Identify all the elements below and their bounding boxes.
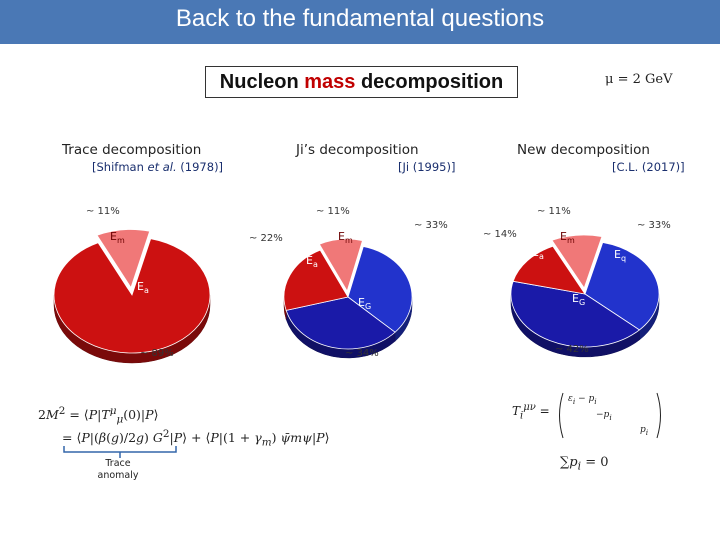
heading-ji: Ji’s decomposition (296, 142, 419, 158)
pie-percent-label: ~ 11% (537, 206, 571, 217)
pie-percent-label: ~ 89% (140, 348, 174, 359)
pie-slice-name-label: $E_q$ (614, 248, 627, 263)
matrix-entry-1: $\varepsilon_i - p_i$ (568, 394, 597, 406)
ref-new: [C.L. (2017)] (612, 160, 685, 174)
pie-percent-label: ~ 33% (414, 220, 448, 231)
equation-trace-2: = ⟨P|(β(g)/2g) $G^2|P⟩$ + ⟨P|(1 + $\gamma_m$) ψ̄mψ|P⟩ (62, 428, 330, 449)
heading-trace: Trace decomposition (62, 142, 202, 158)
equation-sum: $\sum p_i = 0$ (560, 455, 609, 473)
pie-percent-label: ~ 11% (86, 206, 120, 217)
ref-trace: [Shifman et al. (1978)] (92, 160, 224, 174)
pie-percent-label: ~ 33% (637, 220, 671, 231)
pie-slice-name-label: $E_G$ (358, 296, 372, 311)
matrix-entry-3: $p_i$ (640, 425, 649, 437)
equation-trace-1: $2M^2$ = $⟨P|T^\mu_\mu(0)|P⟩$ (38, 405, 159, 426)
heading-new: New decomposition (517, 142, 650, 158)
box-title-part1: Nucleon (219, 71, 305, 93)
pie-slice-name-label: $E_m$ (560, 230, 575, 245)
pie-percent-label: ~ 42% (555, 344, 589, 355)
pie-slice-name-label: $E_m$ (110, 230, 125, 245)
pie-slice-name-label: $E_G$ (572, 292, 586, 307)
pie-percent-label: ~ 11% (316, 206, 350, 217)
matrix-entry-2: $-p_i$ (596, 410, 612, 422)
slide-title: Back to the fundamental questions (175, 5, 545, 32)
pie-slice-name-label: $E_q$ (392, 250, 405, 265)
box-title-part3: decomposition (355, 71, 504, 93)
scale-note: μ = 2 GeV (605, 72, 673, 87)
pie-percent-label: ~ 22% (249, 233, 283, 244)
box-title-mass: mass (304, 71, 356, 93)
pie-slice-name-label: $E_a$ (532, 246, 544, 261)
pie-slice-name-label: $E_m$ (338, 230, 353, 245)
pie-slice-name-label: $E_a$ (137, 280, 149, 295)
pie-percent-label: ~ 14% (483, 229, 517, 240)
ref-ji: [Ji (1995)] (398, 160, 456, 174)
pie-percent-label: ~ 34% (345, 348, 379, 359)
pie-slice-name-label: $E_a$ (306, 254, 318, 269)
trace-anomaly-label: Trace anomaly (97, 458, 139, 481)
equation-tensor: $T_i^{\mu\nu}$ = (512, 402, 550, 422)
